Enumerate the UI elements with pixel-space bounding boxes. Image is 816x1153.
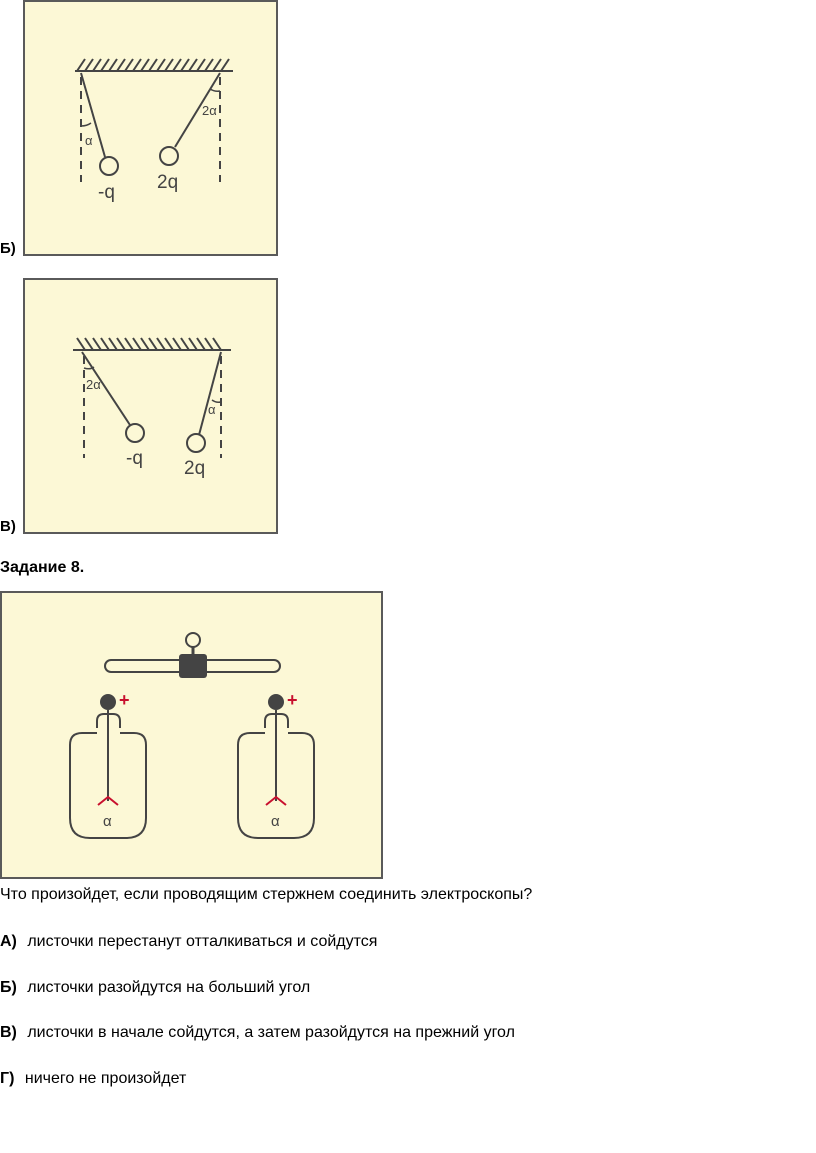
answer-b-label: Б) <box>0 979 17 996</box>
right-angle-label: 2α <box>202 103 217 118</box>
option-v-label: В) <box>0 518 16 535</box>
answer-a <box>0 933 377 951</box>
left-ball <box>126 424 144 442</box>
pendulum-diagram-b <box>25 2 276 254</box>
task-8-question: Что произойдет, если проводящим стержнем соединить электроскопы? <box>0 886 533 903</box>
answer-g <box>0 1070 186 1088</box>
left-angle-label: α <box>85 133 93 148</box>
right-charge-label: 2q <box>157 172 179 193</box>
right-angle-label: α <box>208 402 216 417</box>
figure-b-pendulums <box>23 0 278 256</box>
figure-v-pendulums <box>23 278 278 534</box>
rod-handle-block <box>179 654 207 678</box>
answer-v <box>0 1024 515 1042</box>
ceiling-hatching <box>77 338 221 350</box>
right-ball <box>187 434 205 452</box>
left-angle-arc <box>81 123 91 126</box>
left-ball <box>100 157 118 175</box>
right-plus-sign: + <box>287 690 298 710</box>
answer-v-label: В) <box>0 1024 17 1041</box>
right-charge-label: 2q <box>184 458 206 479</box>
left-angle-label: 2α <box>86 377 101 392</box>
task-8-title: Задание 8. <box>0 559 85 576</box>
answer-a-text: листочки перестанут отталкиваться и сойдутся <box>27 933 378 950</box>
left-plus-sign: + <box>119 690 130 710</box>
answer-b-text: листочки разойдутся на больший угол <box>27 979 311 996</box>
figure-electroscopes <box>0 591 383 879</box>
left-angle-label: α <box>103 813 112 830</box>
right-ball <box>160 147 178 165</box>
answer-g-label: Г) <box>0 1070 15 1087</box>
answer-b <box>0 979 310 997</box>
ceiling-hatching <box>77 59 229 71</box>
rod-handle-knob <box>186 633 200 647</box>
left-electroscope-ball <box>100 694 116 710</box>
option-b-label: Б) <box>0 240 16 257</box>
answer-a-label: А) <box>0 933 17 950</box>
right-thread <box>199 352 221 435</box>
electroscopes-diagram <box>2 593 381 877</box>
answer-g-text: ничего не произойдет <box>24 1070 187 1087</box>
right-electroscope-ball <box>268 694 284 710</box>
right-angle-arc <box>210 89 220 91</box>
answer-v-text: листочки в начале сойдутся, а затем разойдутся на прежний угол <box>27 1024 515 1041</box>
pendulum-diagram-v <box>25 280 276 532</box>
left-angle-arc <box>84 367 94 369</box>
left-charge-label: -q <box>126 448 143 469</box>
left-charge-label: -q <box>98 182 115 203</box>
right-angle-label: α <box>271 813 280 830</box>
